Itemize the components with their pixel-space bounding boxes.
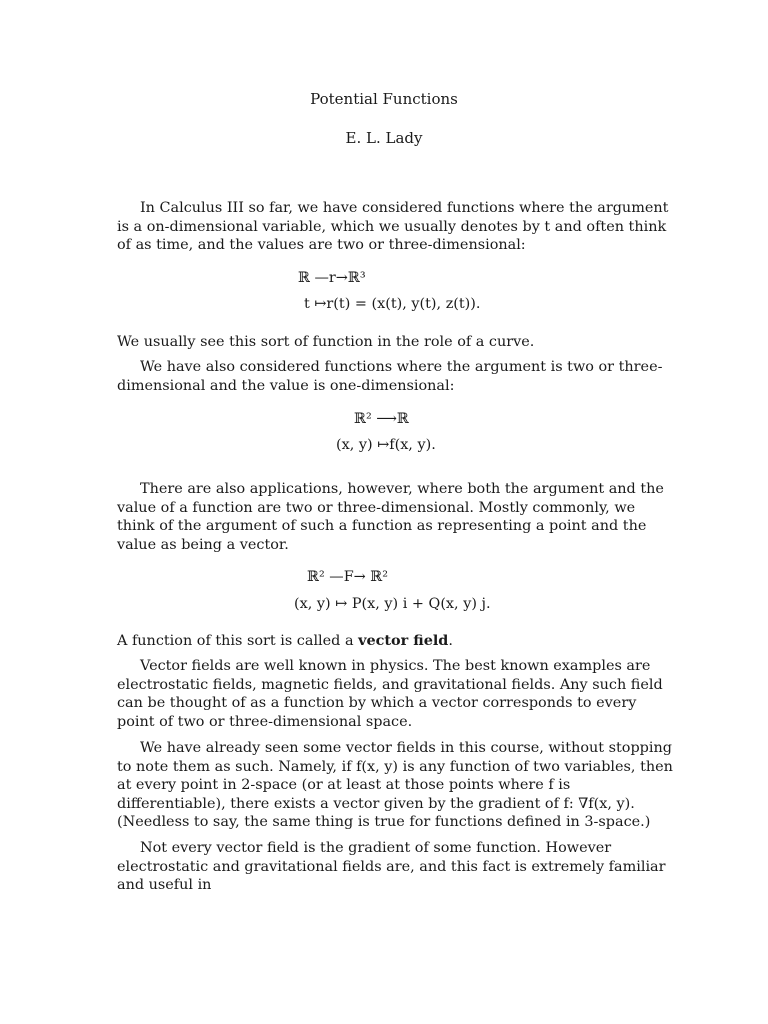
definition-suffix: . <box>448 633 453 649</box>
paragraph-curve: We usually see this sort of function in the role of a curve. <box>117 334 535 350</box>
definition-prefix: A function of this sort is called a <box>117 633 359 649</box>
equation-1-line-2: t ↦r(t) = (x(t), y(t), z(t)). <box>304 296 481 312</box>
definition-term: vector field <box>358 632 449 649</box>
paragraph-scalar-functions: We have also considered functions where the argument is two or three-dimensional and the value is one-dimensional: <box>117 359 663 394</box>
equation-3-line-1: ℝ² —F→ ℝ² <box>307 569 389 585</box>
equation-3-line-2: (x, y) ↦ P(x, y) i + Q(x, y) j. <box>294 596 491 612</box>
equation-2-line-1: ℝ² ⟶ℝ <box>354 411 409 427</box>
paragraph-gradient: We have already seen some vector fields in this course, without stopping to note them as such. Namely, if f(x, y) is any function of two variables, then at every point in 2-space (or at least at those points where f is differentiable), there exists a vector given by the gradient of f: ∇f(x, y). (Needless to say, the same thing is true for functions defined in 3-space.) <box>117 740 673 831</box>
document-author: E. L. Lady <box>345 129 423 147</box>
paragraph-vector-field-definition <box>117 632 677 651</box>
equation-2-line-2: (x, y) ↦f(x, y). <box>336 437 436 453</box>
paragraph-applications: There are also applications, however, where both the argument and the value of a function are two or three-dimensional. Mostly commonly, we think of the argument of such a function as representing a point and the value as being a vector. <box>117 481 664 553</box>
paragraph-intro: In Calculus III so far, we have considered functions where the argument is a on-dimensional variable, which we usually denotes by t and often think of as time, and the values are two or three-dimensional: <box>117 200 669 254</box>
document-title: Potential Functions <box>310 90 458 108</box>
equation-1-line-1: ℝ —r→ℝ³ <box>298 270 366 286</box>
paragraph-not-every: Not every vector field is the gradient of some function. However electrostatic and gravitational fields are, and this fact is extremely familiar and useful in <box>117 840 666 894</box>
paragraph-physics: Vector fields are well known in physics. The best known examples are electrostatic fields, magnetic fields, and gravitational fields. Any such field can be thought of as a function by which a vector corresponds to every point of two or three-dimensional space. <box>117 658 663 730</box>
